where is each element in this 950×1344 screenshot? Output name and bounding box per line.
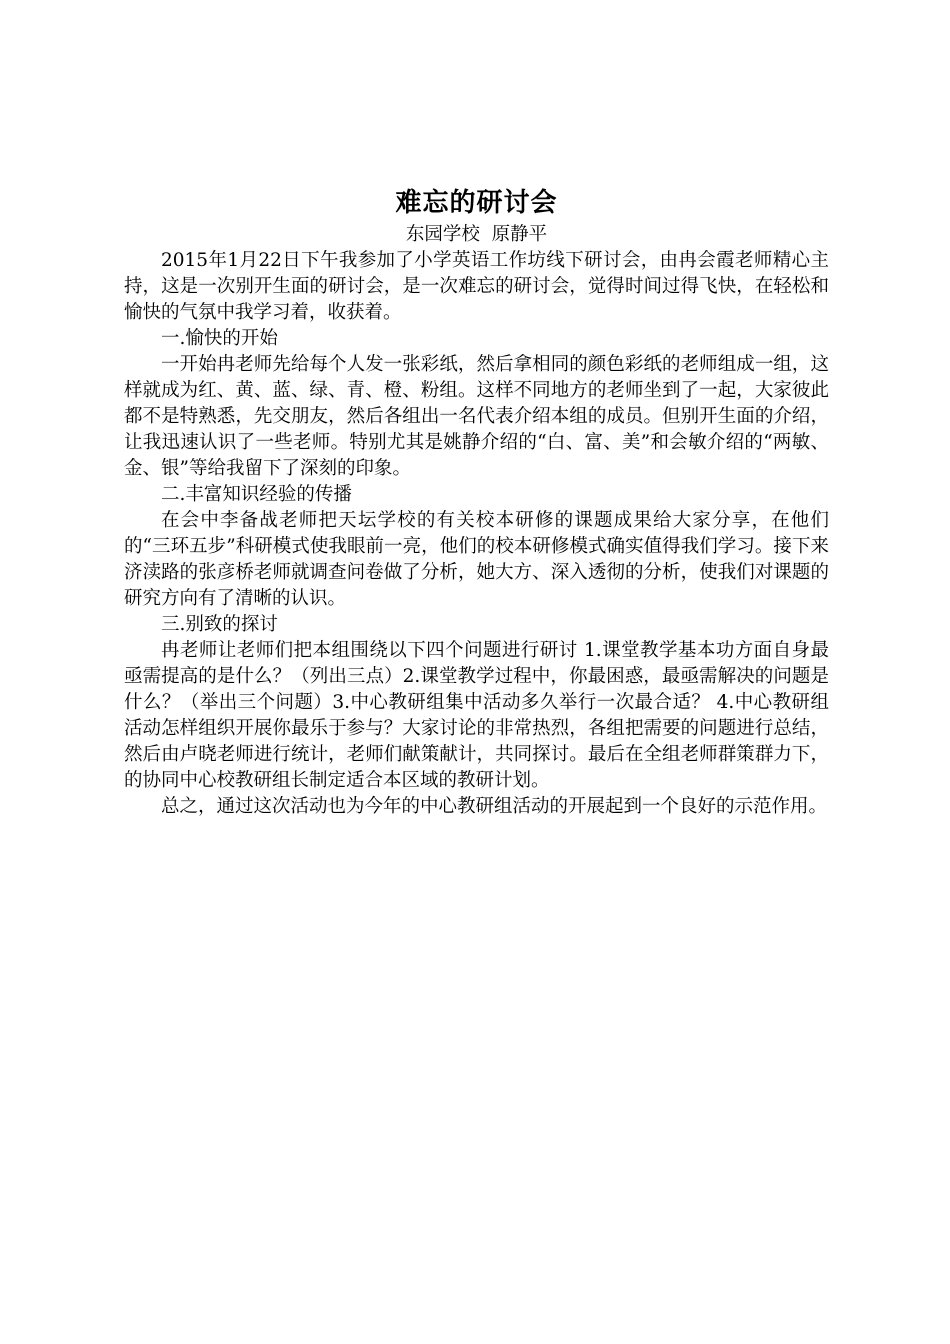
section-heading-3: 三.别致的探讨 (161, 614, 278, 635)
document-author: 东园学校 原静平 (405, 224, 548, 245)
section-body-3: 冉老师让老师们把本组围绕以下四个问题进行研讨 1.课堂教学基本功方面自身最亟需提高的是什么？（列出三点）2.课堂教学过程中，你最困惑，最亟需解决的问题是什么？（举出三个问题）3.中心教研组集中活动多久举行一次最合适？ 4.中心教研组活动怎样组织开展你最乐于参与？大家讨论的非常热烈，各组把需要的问题进行总结，然后由卢晓老师进行统计，老师们献策献计，共同探讨。最后在全组老师群策群力下，的协同中心校教研组长制定适合本区域的教研计划。 (124, 640, 829, 791)
document-title: 难忘的研讨会 (395, 188, 558, 218)
section-body-2: 在会中李备战老师把天坛学校的有关校本研修的课题成果给大家分享，在他们的“三环五步”科研模式使我眼前一亮，他们的校本研修模式确实值得我们学习。接下来济渎路的张彦桥老师就调查问卷做了分析，她大方、深入透彻的分析，使我们对课题的研究方向有了清晰的认识。 (124, 510, 829, 609)
section-heading-2: 二.丰富知识经验的传播 (161, 484, 352, 505)
conclusion-paragraph: 总之，通过这次活动也为今年的中心教研组活动的开展起到一个良好的示范作用。 (161, 796, 828, 817)
section-body-1: 一开始冉老师先给每个人发一张彩纸，然后拿相同的颜色彩纸的老师组成一组，这样就成为红、黄、蓝、绿、青、橙、粉组。这样不同地方的老师坐到了一起，大家彼此都不是特熟悉，先交朋友，然后各组出一名代表介绍本组的成员。但别开生面的介绍，让我迅速认识了一些老师。特别尤其是姚静介绍的“白、富、美”和会敏介绍的“两敏、金、银”等给我留下了深刻的印象。 (124, 354, 829, 479)
document-page (124, 184, 829, 820)
intro-paragraph: 2015年1月22日下午我参加了小学英语工作坊线下研讨会，由冉会霞老师精心主持，这是一次别开生面的研讨会，是一次难忘的研讨会，觉得时间过得飞快，在轻松和愉快的气氛中我学习着，收获着。 (124, 250, 829, 323)
section-heading-1: 一.愉快的开始 (161, 328, 278, 349)
